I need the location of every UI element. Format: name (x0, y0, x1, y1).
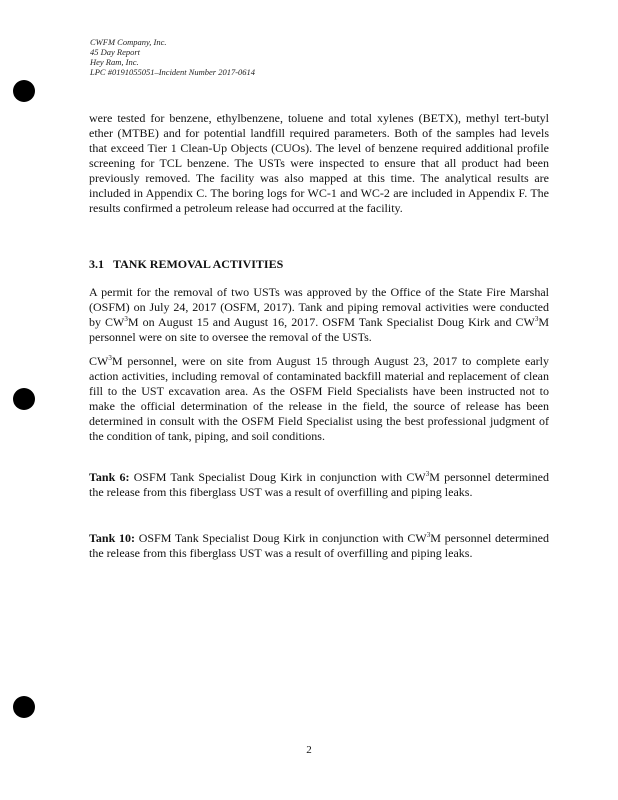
header-incident-number: LPC #0191055051–Incident Number 2017-0614 (90, 67, 256, 77)
section-number: 3.1 (89, 257, 104, 271)
tank6-paragraph (89, 470, 549, 500)
personnel-text-1: CW (89, 354, 109, 368)
tank10-text-2: M personnel determined the release from this fiberglass UST was a result of overfilling and piping leaks. (89, 531, 549, 560)
section-title: TANK REMOVAL ACTIVITIES (113, 257, 284, 271)
section-heading (89, 257, 283, 272)
binder-hole-bottom (13, 696, 35, 718)
tank10-label: Tank 10: (89, 531, 135, 545)
permit-sup-1: 3 (124, 315, 128, 323)
tank6-sup: 3 (425, 470, 430, 478)
personnel-text-2: M personnel, were on site from August 15 through August 23, 2017 to complete early action activities, including removal of contaminated backfill material and replacement of clean fill to the UST excavation area. As the OSFM Field Specialists have been instructed not to make the official determination of the release in the field, the source of release has been determined in consult with the OSFM Field Specialist using the best professional judgment of the condition of tank, piping, and soil conditions. (89, 354, 549, 443)
tank10-sup: 3 (426, 531, 431, 539)
permit-paragraph (89, 285, 549, 345)
permit-text-2: M on August 15 and August 16, 2017. OSFM Tank Specialist Doug Kirk and CW (127, 315, 535, 329)
tank6-text-1: OSFM Tank Specialist Doug Kirk in conjunction with CW (129, 470, 426, 484)
binder-hole-middle (13, 388, 35, 410)
permit-text-3: M personnel were on site to oversee the removal of the USTs. (89, 315, 549, 344)
permit-text-1: A permit for the removal of two USTs was approved by the Office of the State Fire Marshal (OSFM) on July 24, 2017 (OSFM, 2017). Tank and piping removal activities were conducted by CW (89, 285, 549, 329)
header-report-type: 45 Day Report (90, 47, 141, 57)
tank6-text-2: M personnel determined the release from this fiberglass UST was a result of overfilling and piping leaks. (89, 470, 549, 499)
header-company: CWFM Company, Inc. (90, 37, 167, 47)
header-client: Hey Ram, Inc. (90, 57, 139, 67)
intro-paragraph: were tested for benzene, ethylbenzene, toluene and total xylenes (BETX), methyl tert-butyl ether (MTBE) and for potential landfill required parameters. Both of the samples had levels that exceed Tier 1 Clean-Up Objects (CUOs). The level of benzene required additional profile screening for TCL benzene. The USTs were inspected to ensure that all product had been previously removed. The facility was also mapped at this time. The analytical results are included in Appendix C. The boring logs for WC-1 and WC-2 are included in Appendix F. The results confirmed a petroleum release had occurred at the facility. (89, 111, 549, 215)
permit-sup-2: 3 (534, 315, 539, 323)
document-header (90, 37, 255, 77)
page-number: 2 (306, 744, 312, 756)
binder-hole-top (13, 80, 35, 102)
tank10-paragraph (89, 531, 549, 561)
tank6-label: Tank 6: (89, 470, 130, 484)
personnel-sup: 3 (108, 354, 112, 362)
tank10-text-1: OSFM Tank Specialist Doug Kirk in conjunction with CW (134, 531, 427, 545)
personnel-paragraph (89, 354, 549, 444)
